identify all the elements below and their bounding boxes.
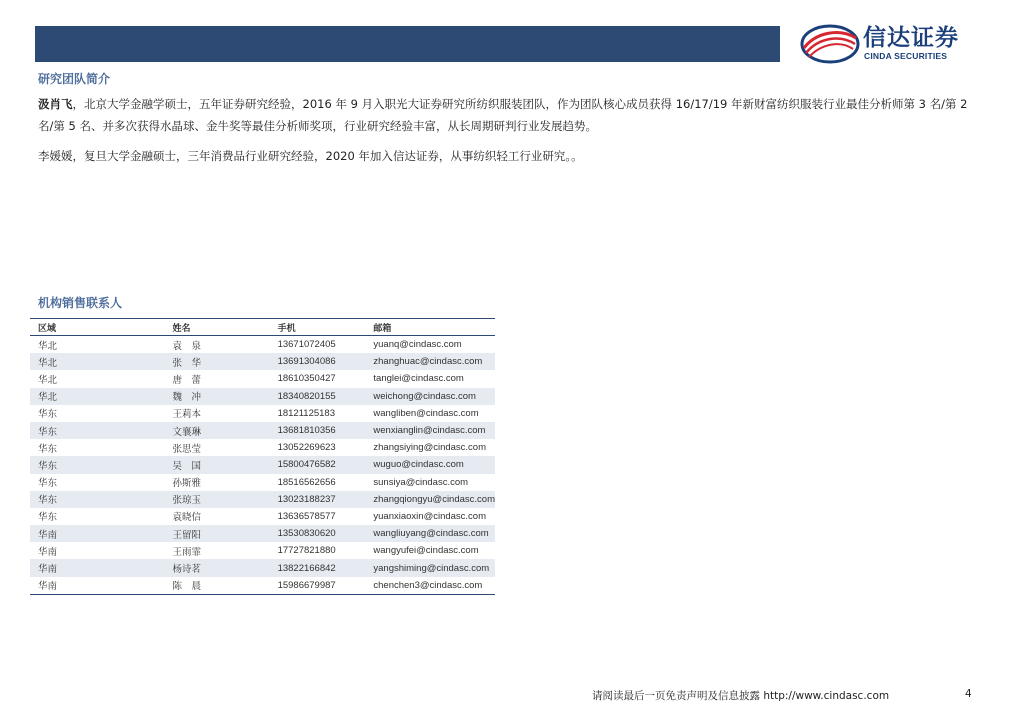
team-section-title: 研究团队简介 xyxy=(38,72,111,86)
contact-email: chenchen3@cindasc.com xyxy=(369,577,495,595)
column-header-region: 区域 xyxy=(30,319,94,336)
table-row xyxy=(30,491,495,508)
table-row xyxy=(30,525,495,542)
contact-name: 魏 冲 xyxy=(94,388,273,405)
contact-email: yuanxiaoxin@cindasc.com xyxy=(373,510,487,522)
contact-region: 华东 xyxy=(38,409,58,421)
contact-phone: 18121125183 xyxy=(277,407,335,419)
contact-email: yuanq@cindasc.com xyxy=(373,339,462,351)
page-number: 4 xyxy=(965,688,972,700)
contact-phone: 13530830620 xyxy=(274,525,370,542)
contact-region: 华东 xyxy=(30,422,94,439)
table-row xyxy=(30,388,495,405)
contact-name: 王留阳 xyxy=(94,525,273,542)
logo-english-name: CINDA SECURITIES xyxy=(864,51,948,61)
contact-phone: 13681810356 xyxy=(274,422,370,439)
contact-name: 吴 国 xyxy=(94,456,273,473)
contact-name: 杨诗茗 xyxy=(94,559,273,576)
contact-name: 张思莹 xyxy=(172,443,201,455)
table-row xyxy=(30,559,495,576)
contact-region: 华南 xyxy=(30,525,94,542)
contact-email: tanglei@cindasc.com xyxy=(373,373,464,385)
contact-phone: 18516562656 xyxy=(277,476,336,488)
contact-region: 华东 xyxy=(38,478,58,490)
contact-phone: 13052269623 xyxy=(277,442,336,454)
sales-contacts-table xyxy=(30,318,495,595)
table-body xyxy=(30,336,495,595)
contact-region: 华东 xyxy=(30,491,94,508)
contacts-section-title: 机构销售联系人 xyxy=(38,296,123,310)
cinda-logo-icon xyxy=(800,22,860,66)
contact-name: 孙斯雅 xyxy=(172,478,201,490)
table-row xyxy=(30,405,495,422)
contact-phone: 15986679987 xyxy=(274,577,370,595)
contact-name: 张琼玉 xyxy=(94,491,273,508)
contact-phone: 13023188237 xyxy=(274,491,370,508)
table-row xyxy=(30,439,495,456)
contact-region: 华北 xyxy=(38,374,58,386)
contact-name: 张 华 xyxy=(94,353,273,370)
contact-email: zhangqiongyu@cindasc.com xyxy=(369,491,495,508)
contact-region: 华东 xyxy=(38,443,58,455)
analyst-name: 李媛媛 xyxy=(38,149,73,163)
contact-name: 王雨霏 xyxy=(172,546,201,558)
header-bar xyxy=(35,26,780,62)
contact-email: wenxianglin@cindasc.com xyxy=(369,422,495,439)
contact-region: 华南 xyxy=(30,559,94,576)
contact-name: 王莉本 xyxy=(172,409,201,421)
contact-email: sunsiya@cindasc.com xyxy=(373,476,469,488)
logo-chinese-name: 信达证券 xyxy=(863,25,959,51)
table-row xyxy=(30,370,495,387)
contact-email: wangliben@cindasc.com xyxy=(373,407,479,419)
contact-phone: 13691304086 xyxy=(274,353,370,370)
contact-phone: 13822166842 xyxy=(274,559,370,576)
contact-email: wuguo@cindasc.com xyxy=(369,456,495,473)
table-row xyxy=(30,336,495,354)
footer-disclaimer: 请阅读最后一页免责声明及信息披露 http://www.cindasc.com xyxy=(592,690,890,702)
table-row xyxy=(30,422,495,439)
contact-email: weichong@cindasc.com xyxy=(369,388,495,405)
table-row xyxy=(30,542,495,559)
contact-name: 袁晓信 xyxy=(172,512,201,524)
analyst-bio-text: ，北京大学金融学硕士，五年证券研究经验，2016 年 9 月入职光大证券研究所纺织服装团队，作为团队核心成员获得 16/17/19 年新财富纺织服装行业最佳分析师第 3 名/第 2 名/第 5 名、并多次获得水晶球、金牛奖等最佳分析师奖项，行业研究经验丰富，从长周期研判行业发展趋势。 xyxy=(38,97,968,133)
contact-region: 华北 xyxy=(38,340,58,352)
contact-name: 文襄琳 xyxy=(94,422,273,439)
analyst-bio xyxy=(38,93,983,137)
contact-region: 华东 xyxy=(38,512,58,524)
contact-phone: 17727821880 xyxy=(277,545,336,557)
contact-email: zhanghuac@cindasc.com xyxy=(369,353,495,370)
contact-phone: 18340820155 xyxy=(274,388,370,405)
contact-region: 华东 xyxy=(30,456,94,473)
contact-region: 华北 xyxy=(30,353,94,370)
contact-email: wangliuyang@cindasc.com xyxy=(369,525,495,542)
analyst-bio xyxy=(38,145,983,167)
table-header-row xyxy=(30,319,495,336)
contact-phone: 13636578577 xyxy=(277,510,336,522)
contact-name: 唐 蕾 xyxy=(172,374,201,386)
contact-region: 华南 xyxy=(38,546,58,558)
contact-name: 袁 泉 xyxy=(172,340,201,352)
cinda-logo xyxy=(800,22,990,66)
table-row xyxy=(30,577,495,595)
contact-phone: 13671072405 xyxy=(277,339,336,351)
column-header-email: 邮箱 xyxy=(369,319,495,336)
table-row xyxy=(30,508,495,525)
contact-phone: 18610350427 xyxy=(277,373,336,385)
analyst-name: 汲肖飞 xyxy=(38,97,73,111)
contact-region: 华南 xyxy=(30,577,94,595)
contact-name: 陈 晨 xyxy=(94,577,273,595)
contact-email: yangshiming@cindasc.com xyxy=(369,559,495,576)
contact-email: zhangsiying@cindasc.com xyxy=(373,442,487,454)
contact-email: wangyufei@cindasc.com xyxy=(373,545,479,557)
analyst-bio-text: ，复旦大学金融硕士，三年消费品行业研究经验，2020 年加入信达证券，从事纺织轻工行业研究。。 xyxy=(72,149,583,163)
column-header-name: 姓名 xyxy=(94,319,273,336)
column-header-phone: 手机 xyxy=(274,319,370,336)
table-row xyxy=(30,353,495,370)
contact-phone: 15800476582 xyxy=(274,456,370,473)
contact-region: 华北 xyxy=(30,388,94,405)
table-row xyxy=(30,456,495,473)
table-row xyxy=(30,474,495,491)
